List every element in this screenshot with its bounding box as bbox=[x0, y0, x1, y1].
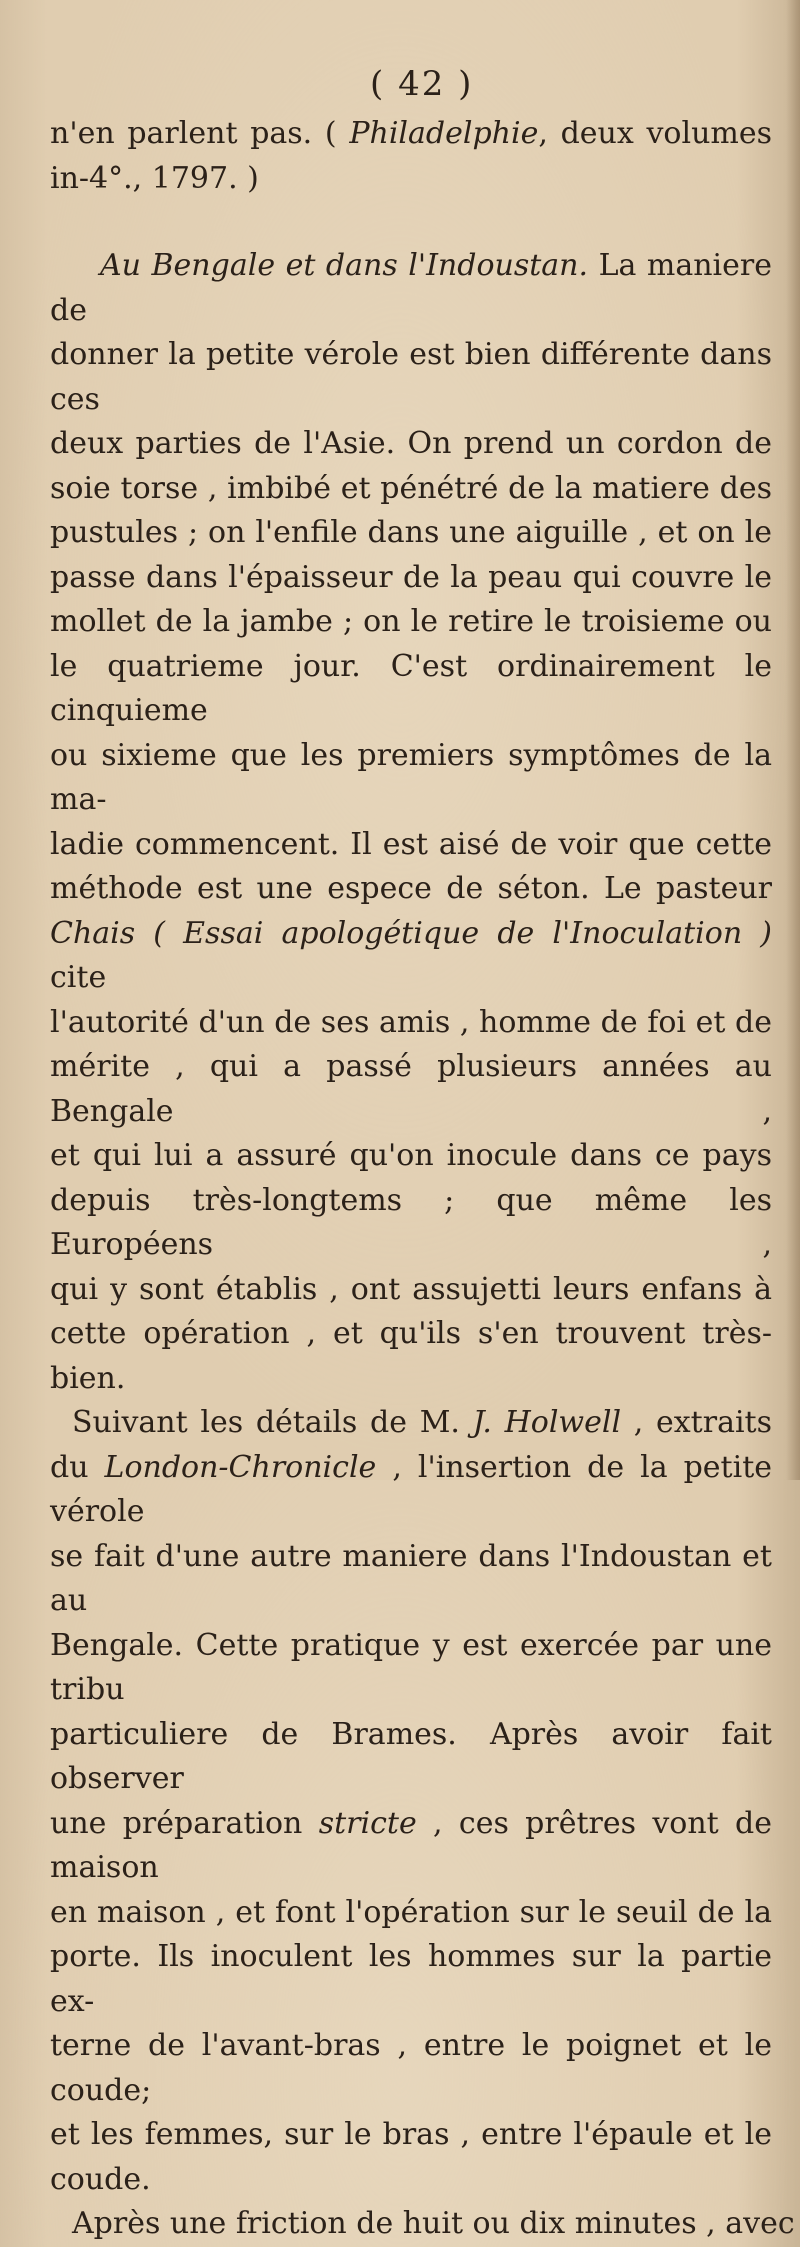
text-segment: , l'insertion de la petite vérole bbox=[50, 1449, 772, 1529]
text-segment: Bengale. Cette pratique y est exercée par une tribu bbox=[50, 1627, 772, 1707]
text-line bbox=[50, 511, 772, 556]
text-line bbox=[50, 1045, 772, 1134]
text-segment: coude. bbox=[50, 2161, 151, 2197]
text-line bbox=[50, 1179, 772, 1268]
text-segment: le quatrieme jour. C'est ordinairement le cinquieme bbox=[50, 648, 772, 728]
text-segment: in-4°., 1797. ) bbox=[50, 160, 259, 196]
text-segment: en maison , et font l'opération sur le seuil de la bbox=[50, 1894, 772, 1930]
text-segment: se fait d'une autre maniere dans l'Indoustan et au bbox=[50, 1538, 772, 1618]
text-segment: terne de l'avant-bras , entre le poignet et le coude; bbox=[50, 2028, 772, 2108]
text-segment: qui y sont établis , ont assujetti leurs enfans à bbox=[50, 1271, 772, 1307]
italic-segment: Au Bengale et dans l'Indoustan. bbox=[100, 248, 589, 283]
text-line bbox=[50, 823, 772, 868]
text-segment: une préparation bbox=[50, 1805, 319, 1841]
text-segment: passe dans l'épaisseur de la peau qui couvre le bbox=[50, 559, 772, 595]
text-segment: La maniere de bbox=[50, 248, 772, 328]
italic-segment: Chais ( Essai apologétique de l'Inoculation ) bbox=[50, 915, 772, 951]
text-line bbox=[50, 422, 772, 467]
text-line bbox=[50, 157, 772, 202]
text-segment: , extraits bbox=[621, 1405, 772, 1440]
italic-segment: J. Holwell bbox=[472, 1405, 622, 1440]
text-line bbox=[50, 600, 772, 645]
text-line bbox=[50, 645, 772, 734]
text-line bbox=[50, 1713, 772, 1802]
text-segment: Après une friction de huit ou dix minutes , avec bbox=[72, 2206, 795, 2241]
body-text bbox=[50, 244, 795, 2247]
text-segment: du bbox=[50, 1449, 105, 1485]
text-segment: donner la petite vérole est bien différente dans ces bbox=[50, 337, 772, 417]
text-segment: ladie commencent. Il est aisé de voir que cette bbox=[50, 826, 772, 862]
text-line bbox=[50, 1891, 772, 1936]
italic-segment: London-Chronicle bbox=[104, 1449, 377, 1485]
text-line bbox=[50, 333, 772, 422]
text-segment: , deux volumes bbox=[538, 116, 772, 151]
text-segment: cette opération , et qu'ils s'en trouvent très- bbox=[50, 1316, 772, 1351]
text-line bbox=[50, 2158, 772, 2203]
paragraph bbox=[50, 1401, 772, 2202]
text-segment: deux parties de l'Asie. On prend un cordon de bbox=[50, 426, 772, 461]
text-line bbox=[50, 1268, 772, 1313]
text-line bbox=[50, 244, 772, 333]
text-line bbox=[50, 467, 772, 512]
text-line bbox=[50, 1401, 772, 1446]
text-line bbox=[50, 1935, 772, 2024]
paragraph bbox=[50, 244, 772, 1401]
text-line bbox=[50, 867, 772, 912]
page-number: ( 42 ) bbox=[370, 64, 474, 104]
text-line bbox=[50, 2113, 772, 2158]
text-line bbox=[50, 556, 772, 601]
text-segment: bien. bbox=[50, 1360, 126, 1396]
text-line bbox=[50, 1535, 772, 1624]
text-line bbox=[50, 112, 772, 157]
text-segment: méthode est une espece de séton. Le pasteur bbox=[50, 871, 772, 906]
text-line bbox=[50, 1446, 772, 1535]
text-segment: n'en parlent pas. ( bbox=[50, 116, 350, 151]
text-segment: particuliere de Brames. Après avoir fait observer bbox=[50, 1716, 772, 1796]
text-segment: pustules ; on l'enfile dans une aiguille , et on le bbox=[50, 515, 772, 550]
text-line bbox=[50, 1001, 772, 1046]
text-segment: depuis très-longtems ; que même les Européens , bbox=[50, 1182, 772, 1262]
paragraph bbox=[50, 2202, 795, 2247]
italic-segment: stricte bbox=[318, 1805, 417, 1841]
intro-text bbox=[50, 112, 772, 201]
text-segment: l'autorité d'un de ses amis , homme de foi et de bbox=[50, 1004, 772, 1040]
text-line bbox=[50, 912, 772, 1001]
text-segment: cite bbox=[50, 960, 107, 995]
text-segment: et les femmes, sur le bras , entre l'épaule et le bbox=[50, 2117, 772, 2152]
text-line bbox=[50, 1357, 772, 1402]
text-segment: et qui lui a assuré qu'on inocule dans ce pays bbox=[50, 1138, 772, 1173]
text-line bbox=[50, 734, 772, 823]
text-line bbox=[50, 1312, 772, 1357]
text-segment: porte. Ils inoculent les hommes sur la partie ex- bbox=[50, 1939, 772, 2019]
text-segment: Suivant les détails de M. bbox=[72, 1405, 473, 1440]
page-spine-shadow bbox=[786, 0, 800, 1480]
text-line bbox=[50, 2024, 772, 2113]
italic-title: Philadelphie bbox=[349, 116, 539, 151]
text-segment: ou sixieme que les premiers symptômes de la ma- bbox=[50, 737, 772, 817]
text-segment: soie torse , imbibé et pénétré de la matiere des bbox=[50, 470, 772, 506]
text-segment: mérite , qui a passé plusieurs années au Bengale , bbox=[50, 1049, 772, 1129]
text-segment: mollet de la jambe ; on le retire le troisieme ou bbox=[50, 604, 772, 639]
text-line bbox=[50, 1624, 772, 1713]
text-segment: , ces prêtres vont de maison bbox=[50, 1805, 773, 1885]
text-line bbox=[50, 1134, 772, 1179]
text-line bbox=[50, 2202, 795, 2247]
text-line bbox=[50, 1802, 772, 1891]
